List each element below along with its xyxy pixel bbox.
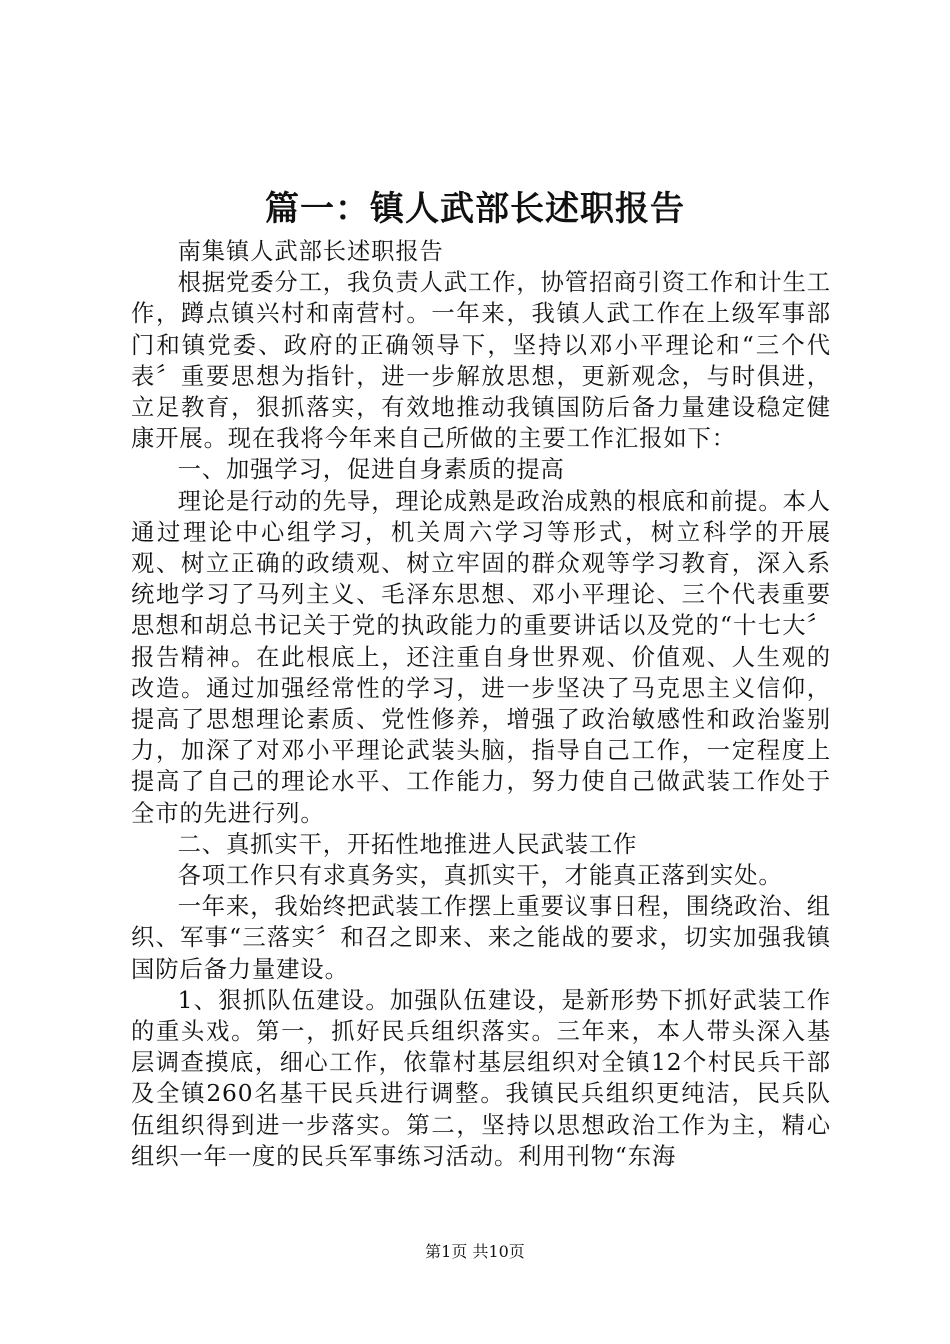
body-paragraph: 一年来，我始终把武装工作摆上重要议事日程，围绕政治、组织、军事“三落实〞和召之即来、来之能战的要求，切实加强我镇国防后备力量建设。 [131, 893, 831, 983]
document-body [131, 236, 831, 1172]
section-heading: 二、真抓实干，开拓性地推进人民武装工作 [177, 830, 638, 858]
body-paragraph: 各项工作只有求真务实，真抓实干，才能真正落到实处。 [177, 862, 783, 890]
body-paragraph: 理论是行动的先导，理论成熟是政治成熟的根底和前提。本人通过理论中心组学习，机关周六学习等形式，树立科学的开展观、树立正确的政绩观、树立牢固的群众观等学习教育，深入系统地学习了马列主义、毛泽东思想、邓小平理论、三个代表重要思想和胡总书记关于党的执政能力的重要讲话以及党的“十七大〞报告精神。在此根底上，还注重自身世界观、价值观、人生观的改造。通过加强经常性的学习，进一步坚决了马克思主义信仰，提高了思想理论素质、党性修养，增强了政治敏感性和政治鉴别力，加深了对邓小平理论武装头脑，指导自己工作，一定程度上提高了自己的理论水平、工作能力，努力使自己做武装工作处于全市的先进行列。 [131, 487, 831, 827]
subtitle-paragraph: 南集镇人武部长述职报告 [177, 238, 444, 265]
section-heading: 一、加强学习，促进自身素质的提高 [177, 456, 565, 484]
document-title: 篇一：镇人武部长述职报告 [265, 189, 685, 229]
page-footer: 第1页 共10页 [425, 1242, 525, 1261]
body-paragraph: 根据党委分工，我负责人武工作，协管招商引资工作和计生工作，蹲点镇兴村和南营村。一年来，我镇人武工作在上级军事部门和镇党委、政府的正确领导下，坚持以邓小平理论和“三个代表〞重要思想为指针，进一步解放思想，更新观念，与时俱进，立足教育，狠抓落实，有效地推动我镇国防后备力量建设稳定健康开展。现在我将今年来自己所做的主要工作汇报如下： [131, 269, 831, 453]
body-paragraph: 1、狠抓队伍建设。加强队伍建设，是新形势下抓好武装工作的重头戏。第一，抓好民兵组织落实。三年来，本人带头深入基层调查摸底，细心工作，依靠村基层组织对全镇12个村民兵干部及全镇260名基干民兵进行调整。我镇民兵组织更纯洁，民兵队伍组织得到进一步落实。第二，坚持以思想政治工作为主，精心组织一年一度的民兵军事练习活动。利用刊物“东海 [131, 986, 831, 1170]
